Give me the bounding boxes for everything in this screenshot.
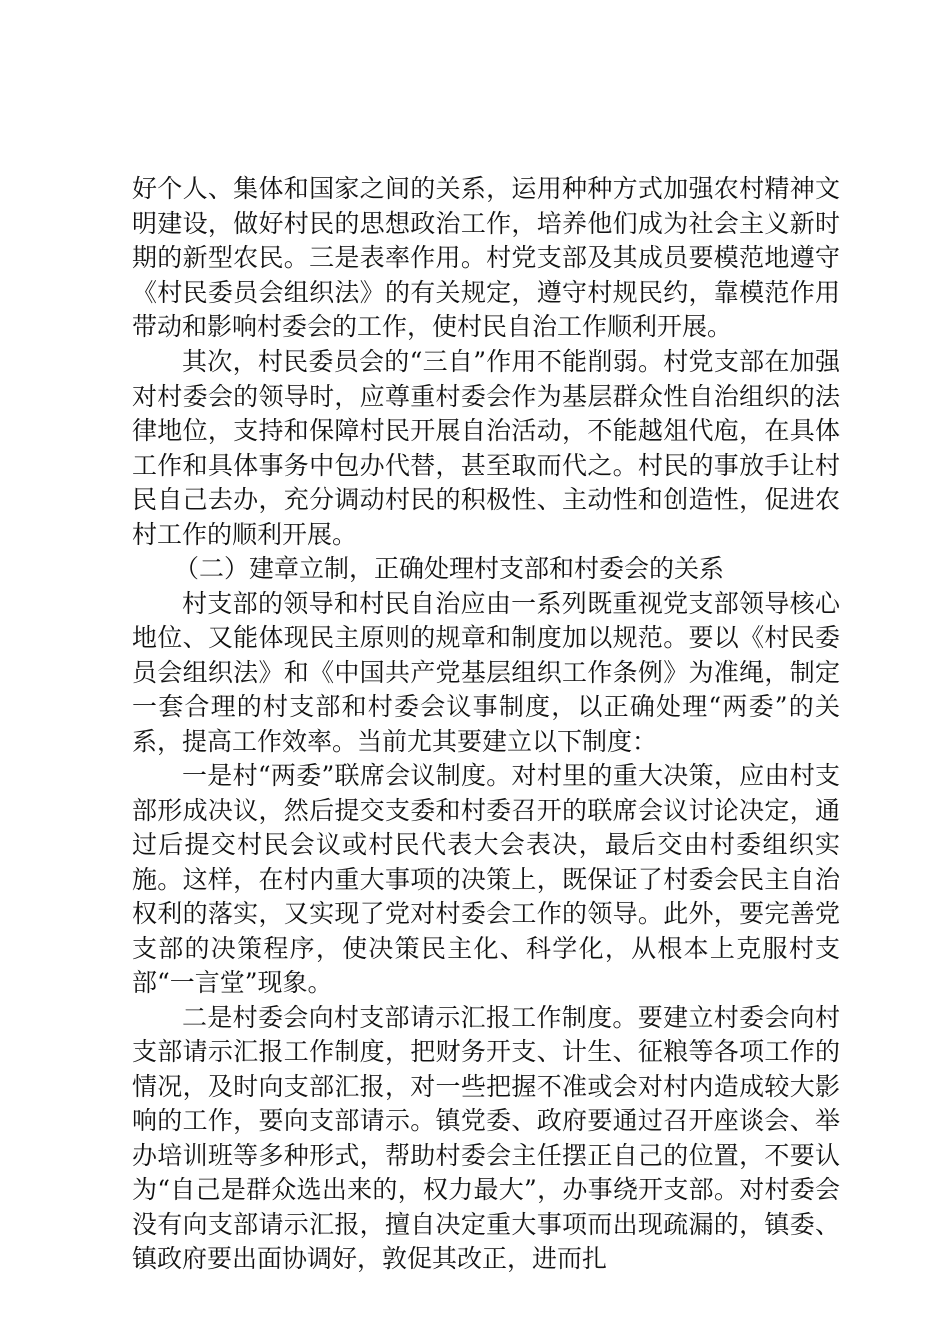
paragraph-first-system: 一是村“两委”联席会议制度。对村里的重大决策，应由村支部形成决议，然后提交支委和村委召开的联席会议讨论决定，通过后提交村民会议或村民代表大会表决，最后交由村委组织实施。这样，在村内重大事项的决策上，既保证了村委会民主自治权利的落实，又实现了党对村委会工作的领导。此外，要完善党支部的决策程序，使决策民主化、科学化，从根本上克服村支部“一言堂”现象。 <box>132 761 840 997</box>
paragraph-second-system: 二是村委会向村支部请示汇报工作制度。要建立村委会向村支部请示汇报工作制度，把财务开支、计生、征粮等各项工作的情况，及时向支部汇报，对一些把握不准或会对村内造成较大影响的工作，要向支部请示。镇党委、政府要通过召开座谈会、举办培训班等多种形式，帮助村委会主任摆正自己的位置，不要认为“自己是群众选出来的，权力最大”，办事绕开支部。对村委会没有向支部请示汇报，擅自决定重大事项而出现疏漏的，镇委、镇政府要出面协调好，敦促其改正，进而扎 <box>132 1002 840 1273</box>
paragraph-continuation: 好个人、集体和国家之间的关系，运用种种方式加强农村精神文明建设，做好村民的思想政治工作，培养他们成为社会主义新时期的新型农民。三是表率作用。村党支部及其成员要模范地遵守《村民委员会组织法》的有关规定，遵守村规民约，靠模范作用带动和影响村委会的工作，使村民自治工作顺利开展。 <box>132 174 840 341</box>
main-text-block <box>132 345 840 1277</box>
section-heading: （二）建章立制，正确处理村支部和村委会的关系 <box>174 554 725 583</box>
paragraph-second: 其次，村民委员会的“三自”作用不能削弱。村党支部在加强对村委会的领导时，应尊重村委会作为基层群众性自治组织的法律地位，支持和保障村民开展自治活动，不能越俎代庖，在具体工作和具体事务中包办代替，甚至取而代之。村民的事放手让村民自己去办，充分调动村民的积极性、主动性和创造性，促进农村工作的顺利开展。 <box>132 347 840 549</box>
paragraph-intro: 村支部的领导和村民自治应由一系列既重视党支部领导核心地位、又能体现民主原则的规章和制度加以规范。要以《村民委员会组织法》和《中国共产党基层组织工作条例》为准绳，制定一套合理的村支部和村委会议事制度，以正确处理“两委”的关系，提高工作效率。当前尤其要建立以下制度： <box>132 588 840 756</box>
top-text-block <box>132 172 840 345</box>
